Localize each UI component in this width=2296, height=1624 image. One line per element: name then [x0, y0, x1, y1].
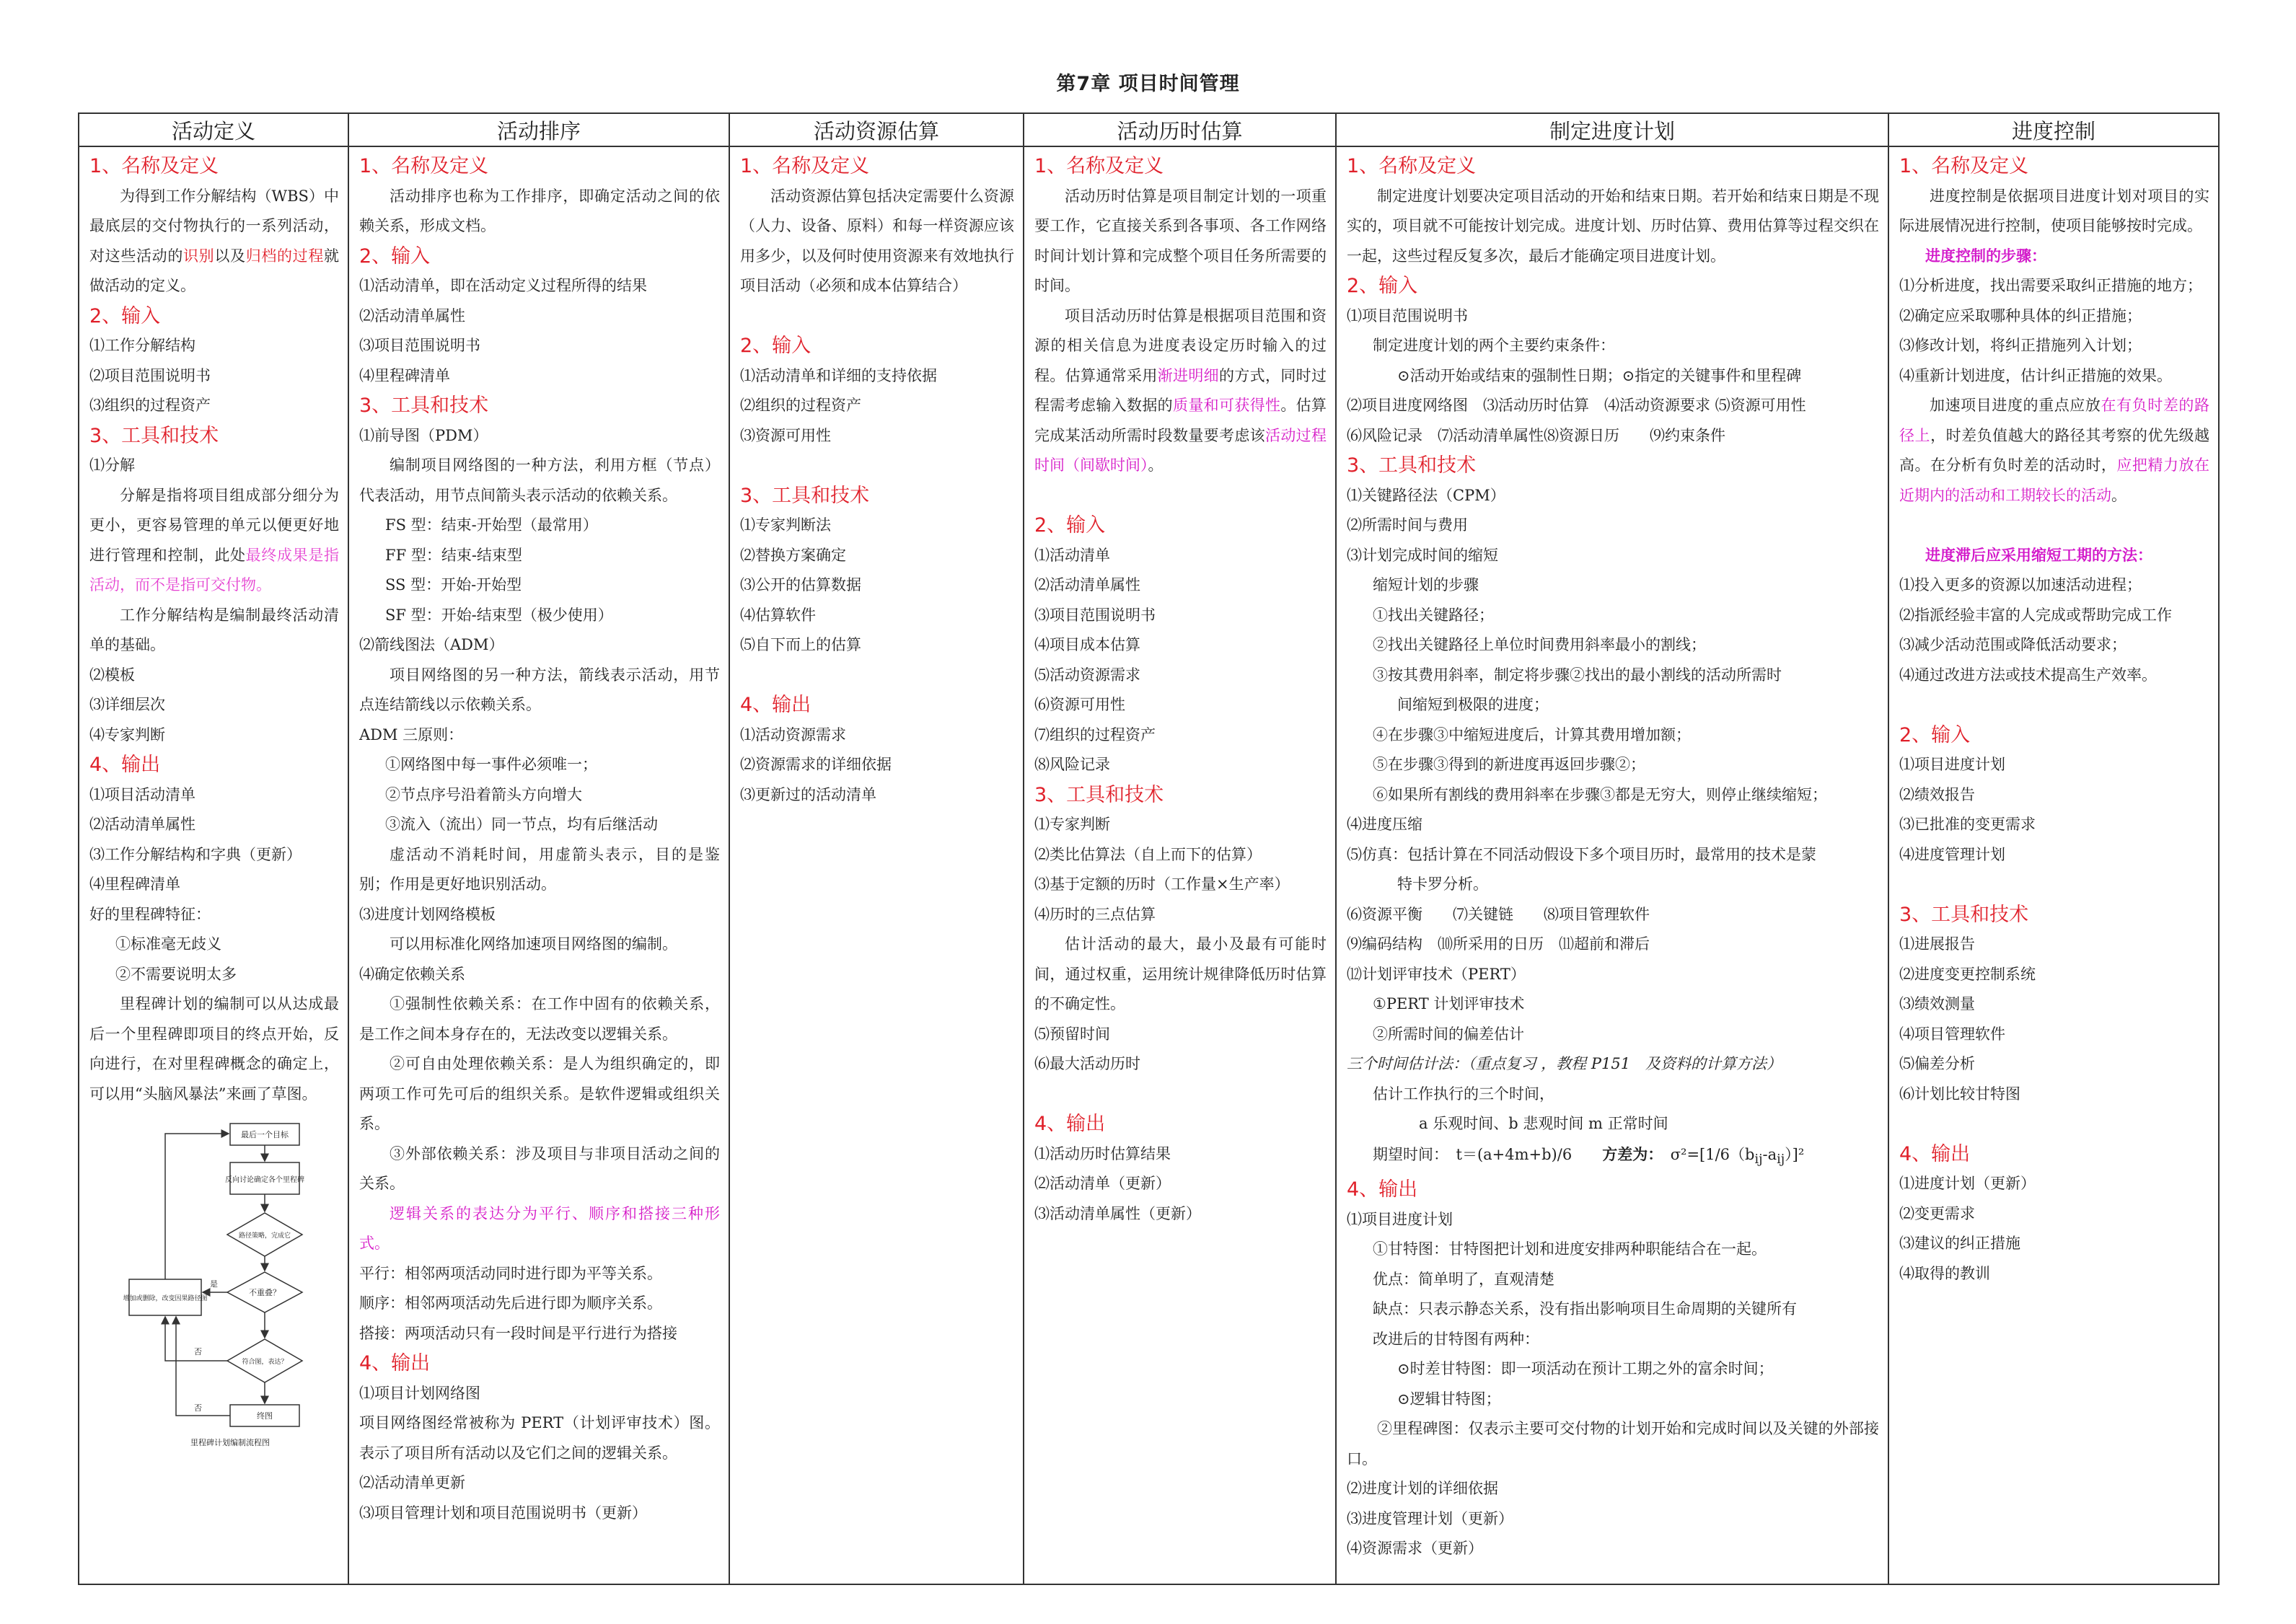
paragraph: 估计工作执行的三个时间， [1373, 1085, 1554, 1103]
list-item: ⑵指派经验丰富的人完成或帮助完成工作 [1899, 606, 2172, 624]
list-item: ⑸偏差分析 [1899, 1055, 1975, 1072]
milestone-flowchart [122, 1119, 324, 1458]
list-item: ⑶计划完成时间的缩短 [1347, 546, 1498, 564]
list-item: ⑷重新计划进度，估计纠正措施的效果。 [1899, 366, 2172, 384]
section-heading: 4、输出 [1899, 1142, 1971, 1165]
section-heading: 1、名称及定义 [740, 155, 870, 177]
list-item: ⑷资源需求（更新） [1347, 1540, 1483, 1558]
list-item: ⑴项目进度计划 [1347, 1210, 1453, 1228]
list-item: ⑸仿真：包括计算在不同活动假设下多个项目历时，最常用的技术是蒙 [1347, 845, 1816, 863]
list-item: ⑹资源可用性 [1034, 696, 1125, 713]
list-item: ⑴分析进度，找出需要采取纠正措施的地方； [1899, 277, 2202, 294]
list-item: ⑶修改计划，将纠正措施列入计划； [1899, 337, 2142, 354]
note-text: 三个时间估计法：（重点复习 ，教程 P151 及资料的计算方法） [1347, 1055, 1782, 1072]
list-item: ⑵箭线图法（ADM） [359, 636, 504, 653]
header-activity-definition: 活动定义 [79, 113, 348, 146]
list-item: ⑶进度计划网络模板 [359, 905, 496, 923]
list-item: ⑸自下而上的估算 [740, 636, 861, 653]
definition-text: 活动资源估算包括决定需要什么资源（人力、设备、原料）和每一样资源应该用多少，以及何时使用资源来有效地执行项目活动（必须和成本估算结合） [740, 187, 1014, 294]
list-item: ⑷进度压缩 [1347, 816, 1422, 833]
list-item: ⑵所需时间与费用 [1347, 516, 1468, 534]
col-activity-definition [79, 146, 348, 1584]
list-item: ⑹资源平衡 ⑺关键链 ⑻项目管理软件 [1347, 905, 1650, 923]
list-item: ⑶项目范围说明书 [359, 337, 480, 354]
list-item: ⑴活动清单和详细的支持依据 [740, 366, 937, 384]
list-item: ②找出关键路径上单位时间费用斜率最小的割线； [1373, 636, 1706, 653]
list-item: ⑹计划比较甘特图 [1899, 1085, 2020, 1103]
flow-edge-label: 否 [194, 1347, 202, 1356]
list-item: SF 型：开始-结束型（极少使用） [385, 606, 613, 624]
section-heading: 4、输出 [359, 1352, 431, 1374]
header-activity-duration-estimating: 活动历时估算 [1024, 113, 1336, 146]
definition-text: 为得到工作分解结构（WBS）中最底层的交付物执行的一系列活动，对这些活动的识别以及归档的过程就做活动的定义。 [89, 187, 340, 294]
list-item: ⑵项目进度网络图 ⑶活动历时估算 ⑷活动资源要求 ⑸资源可用性 [1347, 397, 1806, 414]
list-item: ⑵进度计划的详细依据 [1347, 1480, 1498, 1498]
list-item: ③按其费用斜率，制定将步骤②找出的最小割线的活动所需时 [1373, 666, 1782, 684]
section-heading: 2、输入 [1899, 723, 1971, 746]
section-heading: 3、工具和技术 [740, 484, 870, 507]
list-item: ⑶建议的纠正措施 [1899, 1235, 2020, 1252]
paragraph: ②里程碑图：仅表示主要可交付物的计划开始和完成时间以及关键的外部接口。 [1347, 1420, 1879, 1468]
list-item: ⑵类比估算法（自上而下的估算） [1034, 845, 1262, 863]
list-item: ⑷估算软件 [740, 606, 816, 624]
paragraph: ⊙活动开始或结束的强制性日期；⊙指定的关键事件和里程碑 [1397, 366, 1802, 384]
list-item: ⑴分解 [89, 456, 135, 474]
flow-decision-label: 不重叠？ [249, 1288, 281, 1297]
list-item: ⑴活动清单 [1034, 546, 1110, 564]
flow-edge-label: 否 [194, 1403, 202, 1413]
definition-text: 活动排序也称为工作排序，即确定活动之间的依赖关系，形成文档。 [359, 187, 720, 234]
list-item: ⑶详细层次 [89, 696, 165, 713]
section-heading: 2、输入 [359, 244, 431, 268]
list-item: ⑴活动历时估算结果 [1034, 1144, 1171, 1162]
list-item: ⑴关键路径法（CPM） [1347, 486, 1505, 504]
paragraph: ②可自由处理依赖关系：是人为组织确定的，即两项工作可先可后的组织关系。是软件逻辑或组织关系。 [359, 1055, 720, 1132]
list-item: ⑴项目进度计划 [1899, 756, 2005, 773]
list-item: ⑷通过改进方法或技术提高生产效率。 [1899, 666, 2157, 684]
list-item: ⑼编码结构 ⑽所采用的日历 ⑾超前和滞后 [1347, 935, 1650, 953]
list-item: ⊙逻辑甘特图； [1397, 1390, 1501, 1408]
header-activity-sequencing: 活动排序 [348, 113, 729, 146]
flow-decision-label: 符合图，表达？ [242, 1359, 288, 1366]
col-activity-resource-estimating [729, 146, 1024, 1584]
section-heading: 2、输入 [1347, 275, 1418, 297]
list-item: ①网络图中每一事件必须唯一； [385, 756, 597, 773]
flow-box-label: 增加或删除，改变因果路径图 [123, 1295, 208, 1302]
section-heading: 2、输入 [740, 335, 811, 357]
list-item: 间缩短到极限的进度； [1397, 696, 1549, 713]
section-heading: 1、名称及定义 [1034, 155, 1164, 177]
list-item: ⑵资源需求的详细依据 [740, 756, 892, 773]
list-item: ⑿计划评审技术（PERT） [1347, 965, 1526, 983]
list-item: ⑴工作分解结构 [89, 337, 195, 354]
section-heading: 3、工具和技术 [1347, 454, 1477, 477]
list-item: ①PERT 计划评审技术 [1373, 995, 1525, 1012]
flow-edge-label: 是 [210, 1279, 218, 1289]
flow-box-label: 终图 [257, 1411, 273, 1421]
list-item: ⑶工作分解结构和字典（更新） [89, 845, 302, 863]
section-heading: 1、名称及定义 [359, 155, 489, 177]
paragraph: 虚活动不消耗时间，用虚箭头表示，目的是鉴别；作用是更好地识别活动。 [359, 845, 720, 893]
list-item: ⑶进度管理计划（更新） [1347, 1509, 1513, 1527]
col-activity-sequencing [348, 146, 729, 1584]
header-schedule-control: 进度控制 [1888, 113, 2219, 146]
list-item: ③流入（流出）同一节点，均有后继活动 [385, 816, 658, 833]
list-item: ⑵确定应采取哪种具体的纠正措施； [1899, 306, 2142, 325]
section-heading: 1、名称及定义 [1347, 155, 1477, 177]
list-item: ⑵组织的过程资产 [740, 397, 861, 414]
list-item: ⑵项目范围说明书 [89, 366, 211, 384]
section-heading: 1、名称及定义 [89, 155, 219, 177]
list-item: ⑶项目管理计划和项目范围说明书（更新） [359, 1504, 647, 1522]
col-activity-duration-estimating [1024, 146, 1336, 1584]
list-item: ⑶组织的过程资产 [89, 397, 211, 414]
list-item: FF 型：结束-结束型 [385, 546, 522, 564]
list-item: ⑶公开的估算数据 [740, 576, 861, 593]
section-heading: 4、输出 [89, 754, 161, 776]
list-item: ⑷专家判断 [89, 725, 165, 743]
paragraph: 可以用标准化网络加速项目网络图的编制。 [390, 935, 677, 953]
list-item: ⑴专家判断法 [740, 516, 831, 534]
paragraph: ①强制性依赖关系：在工作中固有的依赖关系，是工作之间本身存在的，无法改变以逻辑关系。 [359, 995, 720, 1043]
list-item: ①标准毫无歧义 [115, 935, 221, 953]
list-item: SS 型：开始-开始型 [385, 576, 522, 593]
flow-caption: 里程碑计划编制流程图 [190, 1438, 270, 1447]
list-item: ⑵活动清单属性 [359, 306, 465, 325]
subheading: 进度滞后应采用缩短工期的方法： [1925, 546, 2152, 564]
section-heading: 3、工具和技术 [1034, 783, 1164, 806]
list-item: ⑥如果所有割线的费用斜率在步骤③都是无穷大，则停止继续缩短； [1373, 785, 1827, 803]
list-item: ⑴前导图（PDM） [359, 426, 488, 444]
paragraph: 优点：简单明了，直观清楚 [1373, 1270, 1554, 1288]
list-item: ⑴项目活动清单 [89, 785, 195, 803]
list-item: ⑵进度变更控制系统 [1899, 965, 2036, 983]
list-item: ⑶更新过的活动清单 [740, 785, 876, 803]
flow-decision-label: 路径策略，完成它 [238, 1232, 291, 1240]
list-item: ⑵活动清单更新 [359, 1474, 465, 1491]
highlight-text: 逻辑关系的表达分为平行、顺序和搭接三种形式。 [359, 1204, 720, 1252]
section-heading: 2、输入 [89, 304, 161, 327]
page-title: 第7章 项目时间管理 [1056, 73, 1240, 95]
paragraph: 平行：相邻两项活动同时进行即为平等关系。 [359, 1264, 662, 1282]
list-item: ⑻风险记录 [1034, 756, 1110, 773]
list-item: ⑵模板 [89, 666, 135, 684]
header-activity-resource-estimating: 活动资源估算 [729, 113, 1024, 146]
section-heading: 4、输出 [1034, 1113, 1106, 1135]
paragraph: 分解是指将项目组成部分细分为更小，更容易管理的单元以便更好地进行管理和控制，此处最终成果是指活动，而不是指可交付物。 [89, 486, 340, 593]
paragraph: 项目网络图的另一种方法，箭线表示活动，用节点连结箭线以示依赖关系。 [359, 666, 720, 713]
list-item: ⑵变更需求 [1899, 1204, 1975, 1222]
paragraph: 顺序：相邻两项活动先后进行即为顺序关系。 [359, 1294, 662, 1312]
list-item: ⑶已批准的变更需求 [1899, 816, 2036, 833]
formula: 期望时间： t＝(a+4m+b)/6 方差为： $\sigma^2=[1/6(b_{ij}-a_{ij})]^2$ [1373, 1144, 1805, 1167]
list-item: ②所需时间的偏差估计 [1373, 1025, 1524, 1043]
list-item: ①找出关键路径； [1373, 606, 1494, 624]
section-heading: 2、输入 [1034, 514, 1106, 537]
list-item: ⑶资源可用性 [740, 426, 831, 444]
list-item: ④在步骤③中缩短进度后，计算其费用增加额； [1373, 725, 1691, 743]
paragraph: 里程碑计划的编制可以从达成最后一个里程碑即项目的终点开始，反向进行，在对里程碑概念的确定上，可以用“头脑风暴法”来画了草图。 [89, 995, 339, 1103]
definition-text: 活动历时估算是项目制定计划的一项重要工作，它直接关系到各事项、各工作网络时间计划计算和完成整个项目任务所需要的时间。 [1034, 187, 1327, 294]
list-item: ⑵活动清单（更新） [1034, 1175, 1171, 1192]
section-heading: 3、工具和技术 [359, 394, 489, 417]
paragraph: 搭接：两项活动只有一段时间是平行进行为搭接 [359, 1324, 677, 1342]
list-item: ⑵绩效报告 [1899, 785, 1975, 803]
list-item: ⑴进展报告 [1899, 935, 1975, 953]
paragraph: 估计活动的最大，最小及最有可能时间，通过权重，运用统计规律降低历时估算的不确定性。 [1034, 935, 1327, 1012]
list-item: ⑺组织的过程资产 [1034, 725, 1156, 743]
list-item: ⑶项目范围说明书 [1034, 606, 1156, 624]
list-item: ⑶活动清单属性（更新） [1034, 1204, 1201, 1222]
list-item: ⑵替换方案确定 [740, 546, 846, 564]
list-item: ⑴专家判断 [1034, 816, 1110, 833]
header-schedule-development: 制定进度计划 [1336, 113, 1888, 146]
list-item: ②不需要说明太多 [115, 965, 237, 983]
list-item: ⑷项目管理软件 [1899, 1025, 2005, 1043]
col-schedule-control [1888, 146, 2219, 1584]
flow-box-label: 最后一个目标 [241, 1130, 289, 1139]
list-item: ⑴项目范围说明书 [1347, 306, 1468, 325]
list-item: ⑵活动清单属性 [1034, 576, 1140, 593]
list-item: ⑷项目成本估算 [1034, 636, 1140, 653]
definition-text: 制定进度计划要决定项目活动的开始和结束日期。若开始和结束日期是不现实的，项目就不可能按计划完成。进度计划、历时估算、费用估算等过程交织在一起，这些过程反复多次，最后才能确定项目进度计划。 [1347, 187, 1879, 265]
process-table [78, 112, 2220, 1585]
list-item: ⑶基于定额的历时（工作量×生产率） [1034, 875, 1290, 893]
list-item: ⑶减少活动范围或降低活动要求； [1899, 636, 2126, 653]
list-item: ⑴活动资源需求 [740, 725, 846, 743]
paragraph: a 乐观时间、b 悲观时间 m 正常时间 [1419, 1115, 1668, 1132]
paragraph: 改进后的甘特图有两种： [1373, 1330, 1539, 1348]
paragraph: 工作分解结构是编制最终活动清单的基础。 [89, 606, 339, 653]
list-item: 特卡罗分析。 [1397, 875, 1488, 893]
list-item: ⊙时差甘特图：即一项活动在预计工期之外的富余时间； [1397, 1360, 1774, 1378]
paragraph: 缩短计划的步骤 [1373, 576, 1479, 593]
list-item: ⑹最大活动历时 [1034, 1055, 1140, 1072]
list-item: ②节点序号沿着箭头方向增大 [385, 785, 582, 803]
list-item: ⑶绩效测量 [1899, 995, 1975, 1012]
list-item: ⑸预留时间 [1034, 1025, 1110, 1043]
list-item: FS 型：结束-开始型（最常用） [385, 516, 598, 534]
subheading: 进度控制的步骤： [1925, 247, 2046, 265]
section-heading: 3、工具和技术 [1899, 903, 2029, 926]
paragraph: ①甘特图：甘特图把计划和进度安排两种职能结合在一起。 [1373, 1240, 1767, 1258]
paragraph: ADM 三原则： [359, 725, 464, 743]
list-item: ⑷历时的三点估算 [1034, 905, 1156, 923]
section-heading: 1、名称及定义 [1899, 155, 2029, 177]
list-item: ⑵活动清单属性 [89, 816, 195, 833]
col-schedule-development [1336, 146, 1888, 1584]
section-heading: 3、工具和技术 [89, 424, 219, 447]
paragraph: 缺点：只表示静态关系，没有指出影响项目生命周期的关键所有 [1373, 1300, 1797, 1318]
flow-box-label: 反向讨论确定各个里程碑 [225, 1176, 304, 1184]
paragraph: 加速项目进度的重点应放在有负时差的路径上，时差负值越大的路径其考察的优先级越高。在分析有负时差的活动时，应把精力放在近期内的活动和工期较长的活动。 [1899, 397, 2210, 504]
list-item: ⑴进度计划（更新） [1899, 1175, 2036, 1192]
section-heading: 4、输出 [1347, 1178, 1418, 1201]
list-item: ⑹风险记录 ⑺活动清单属性⑻资源日历 ⑼约束条件 [1347, 426, 1725, 444]
definition-text: 进度控制是依据项目进度计划对项目的实际进展情况进行控制，使项目能够按时完成。 [1899, 187, 2209, 234]
list-item: ⑷进度管理计划 [1899, 845, 2005, 863]
section-heading: 4、输出 [740, 694, 811, 716]
paragraph: 好的里程碑特征： [89, 905, 211, 923]
list-item: ⑷取得的教训 [1899, 1264, 1990, 1282]
paragraph: ③外部依赖关系：涉及项目与非项目活动之间的关系。 [359, 1144, 720, 1192]
list-item: ⑸活动资源需求 [1034, 666, 1140, 684]
paragraph: 项目活动历时估算是根据项目范围和资源的相关信息为进度表设定历时输入的过程。估算通常采用渐进明细的方式，同时过程需考虑输入数据的质量和可获得性。估算完成某活动所需时段数量要考虑该活动过程时间（间歇时间）。 [1034, 306, 1327, 474]
list-item: ⑷确定依赖关系 [359, 965, 465, 983]
list-item: ⑤在步骤③得到的新进度再返回步骤②； [1373, 756, 1645, 773]
paragraph: 制定进度计划的两个主要约束条件： [1373, 337, 1615, 354]
list-item: ⑴活动清单，即在活动定义过程所得的结果 [359, 277, 647, 294]
list-item: ⑴项目计划网络图 [359, 1384, 480, 1402]
list-item: ⑴投入更多的资源以加速活动进程； [1899, 576, 2142, 593]
paragraph: 项目网络图经常被称为 PERT（计划评审技术）图。表示了项目所有活动以及它们之间的逻辑关系。 [359, 1414, 720, 1462]
list-item: ⑷里程碑清单 [89, 875, 180, 893]
list-item: ⑷里程碑清单 [359, 366, 450, 384]
paragraph: 编制项目网络图的一种方法，利用方框（节点）代表活动，用节点间箭头表示活动的依赖关系。 [359, 456, 720, 504]
